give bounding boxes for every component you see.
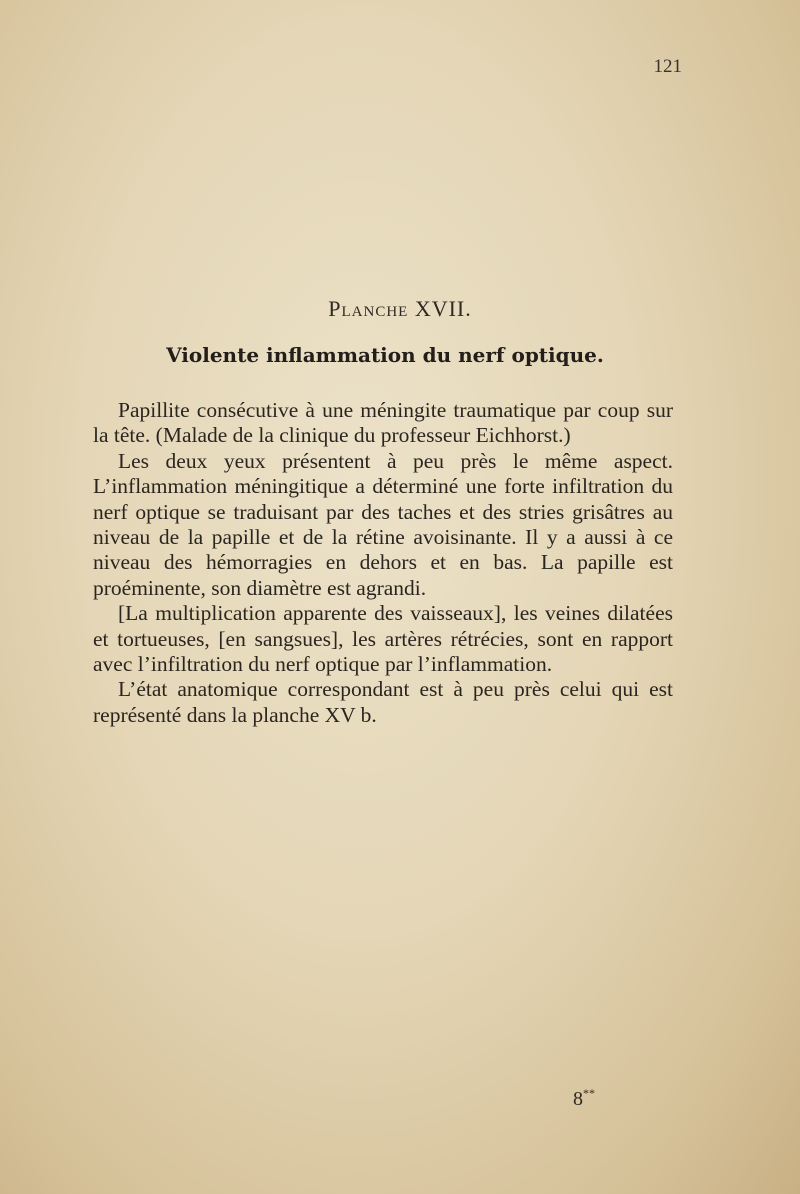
plate-title <box>0 296 800 322</box>
paragraph: Papillite consécutive à une méningite traumatique par coup sur la tête. (Malade de la clinique du professeur Eichhorst.) <box>93 398 673 448</box>
signature-stars: ** <box>583 1086 595 1100</box>
paragraph: [La multiplication apparente des vaisseaux], les veines dilatées et tortueuses, [en sangsues], les artères rétrécies, sont en rapport avec l’infiltration du nerf optique par l’inflammation. <box>93 601 673 677</box>
body-text <box>93 398 673 728</box>
signature-mark <box>573 1086 595 1111</box>
page-number: 121 <box>653 56 682 77</box>
section-heading: Violente inflammation du nerf optique. <box>166 343 604 367</box>
paragraph: Les deux yeux présentent à peu près le même aspect. L’inflammation méningitique a déterminé une forte infiltration du nerf optique se traduisant par des taches et des stries grisâtres au niveau de la papille et de la rétine avoisinante. Il y a aussi à ce niveau des hémorragies en dehors et en bas. La papille est proéminente, son diamètre est agrandi. <box>93 448 673 600</box>
plate-title-text: Planche XVII. <box>328 296 472 321</box>
paragraph: L’état anatomique correspondant est à peu près celui qui est représenté dans la planche XV b. <box>93 677 673 727</box>
signature-number: 8 <box>573 1088 583 1110</box>
